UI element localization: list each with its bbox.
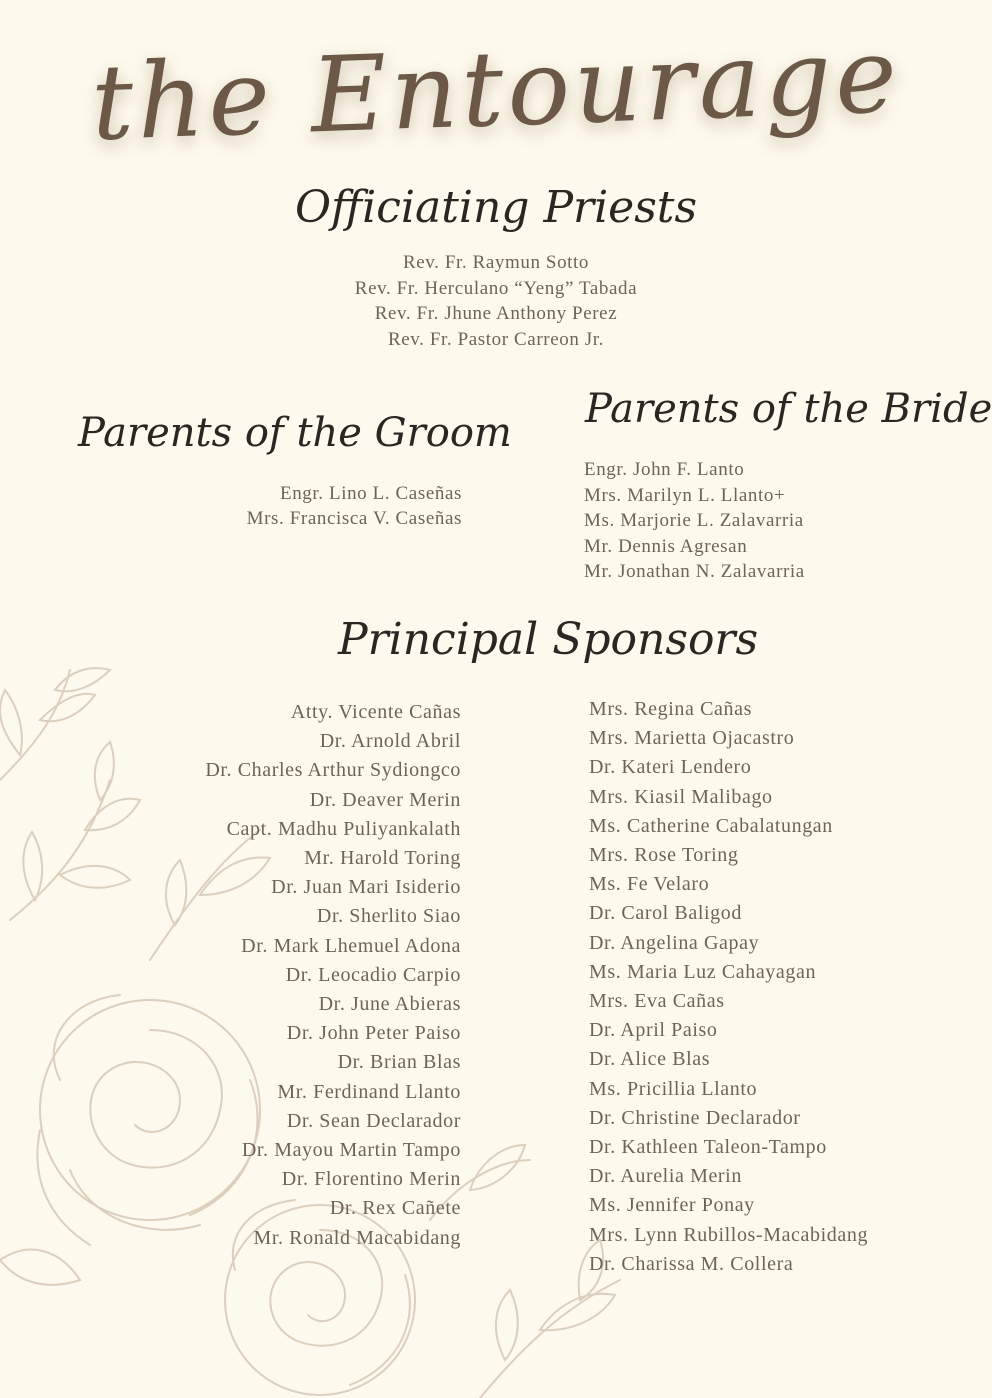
list-item: Mrs. Lynn Rubillos-Macabidang: [589, 1223, 869, 1246]
list-item: Dr. Sean Declarador: [286, 1109, 461, 1132]
parents-bride-heading: Parents of the Bride: [585, 386, 992, 432]
list-item: Dr. Florentino Merin: [281, 1168, 461, 1191]
list-item: Ms. Jennifer Ponay: [589, 1194, 755, 1217]
list-item: Dr. Juan Mari Isiderio: [271, 876, 461, 899]
list-item: Ms. Pricillia Llanto: [589, 1077, 758, 1100]
list-item: Dr. Rex Cañete: [329, 1197, 461, 1220]
list-item: Atty. Vicente Cañas: [290, 701, 461, 723]
list-item: Dr. Brian Blas: [337, 1051, 461, 1074]
list-item: Ms. Fe Velaro: [589, 873, 710, 896]
list-item: Mrs. Rose Toring: [589, 844, 739, 867]
list-item: Mr. Jonathan N. Zalavarria: [584, 561, 805, 582]
principal-sponsors-heading: Principal Sponsors: [338, 614, 759, 665]
list-item: Mr. Dennis Agresan: [584, 535, 748, 557]
list-item: Mrs. Regina Cañas: [589, 698, 752, 720]
list-item: Mrs. Eva Cañas: [589, 990, 725, 1013]
list-item: Rev. Fr. Pastor Carreon Jr.: [387, 328, 605, 350]
list-item: Mrs. Marilyn L. Llanto+: [584, 484, 786, 506]
list-item: Capt. Madhu Puliyankalath: [226, 817, 461, 840]
list-item: Dr. Charissa M. Collera: [589, 1252, 794, 1275]
list-item: Dr. Arnold Abril: [319, 730, 461, 753]
list-item: Mrs. Marietta Ojacastro: [589, 727, 795, 750]
list-item: Rev. Fr. Jhune Anthony Perez: [374, 303, 618, 324]
principal-sponsors-right-list: [589, 695, 868, 1279]
parents-bride-list: [584, 457, 805, 585]
list-item: Dr. Charles Arthur Sydiongco: [205, 759, 461, 782]
list-item: Dr. Sherlito Siao: [316, 905, 461, 928]
list-item: Rev. Fr. Raymun Sotto: [402, 252, 590, 273]
list-item: Dr. Mayou Martin Tampo: [241, 1139, 461, 1162]
list-item: Ms. Catherine Cabalatungan: [589, 814, 833, 837]
list-item: Dr. Angelina Gapay: [589, 931, 760, 954]
list-item: Dr. April Paiso: [589, 1019, 718, 1042]
list-item: Dr. Mark Lhemuel Adona: [241, 934, 461, 957]
principal-sponsors-left-list: [205, 698, 461, 1253]
list-item: Dr. Alice Blas: [589, 1048, 711, 1071]
list-item: Dr. Christine Declarador: [589, 1106, 801, 1129]
list-item: Mr. Ferdinand Llanto: [277, 1080, 461, 1103]
list-item: Dr. Kateri Lendero: [589, 756, 752, 779]
list-item: Dr. Deaver Merin: [309, 788, 461, 811]
officiating-priests-list: [0, 250, 992, 352]
list-item: Engr. Lino L. Caseñas: [280, 483, 462, 504]
list-item: Mrs. Kiasil Malibago: [589, 785, 773, 808]
list-item: Ms. Marjorie L. Zalavarria: [584, 510, 804, 531]
list-item: Ms. Maria Luz Cahayagan: [589, 960, 817, 983]
list-item: Dr. Leocadio Carpio: [285, 963, 461, 986]
officiating-priests-heading: Officiating Priests: [294, 182, 698, 233]
list-item: Dr. June Abieras: [318, 993, 461, 1016]
list-item: Dr. Kathleen Taleon-Tampo: [589, 1136, 827, 1159]
parents-groom-heading: Parents of the Groom: [78, 410, 512, 456]
list-item: Dr. Carol Baligod: [589, 902, 742, 925]
list-item: Dr. John Peter Paiso: [286, 1022, 461, 1045]
list-item: Engr. John F. Lanto: [584, 459, 745, 480]
list-item: Mrs. Francisca V. Caseñas: [246, 508, 462, 529]
parents-groom-list: [247, 481, 462, 531]
list-item: Rev. Fr. Herculano “Yeng” Tabada: [354, 277, 638, 299]
list-item: Mr. Harold Toring: [304, 847, 461, 870]
list-item: Dr. Aurelia Merin: [589, 1165, 742, 1188]
list-item: Mr. Ronald Macabidang: [253, 1226, 461, 1249]
page-title: the Entourage: [89, 13, 903, 165]
